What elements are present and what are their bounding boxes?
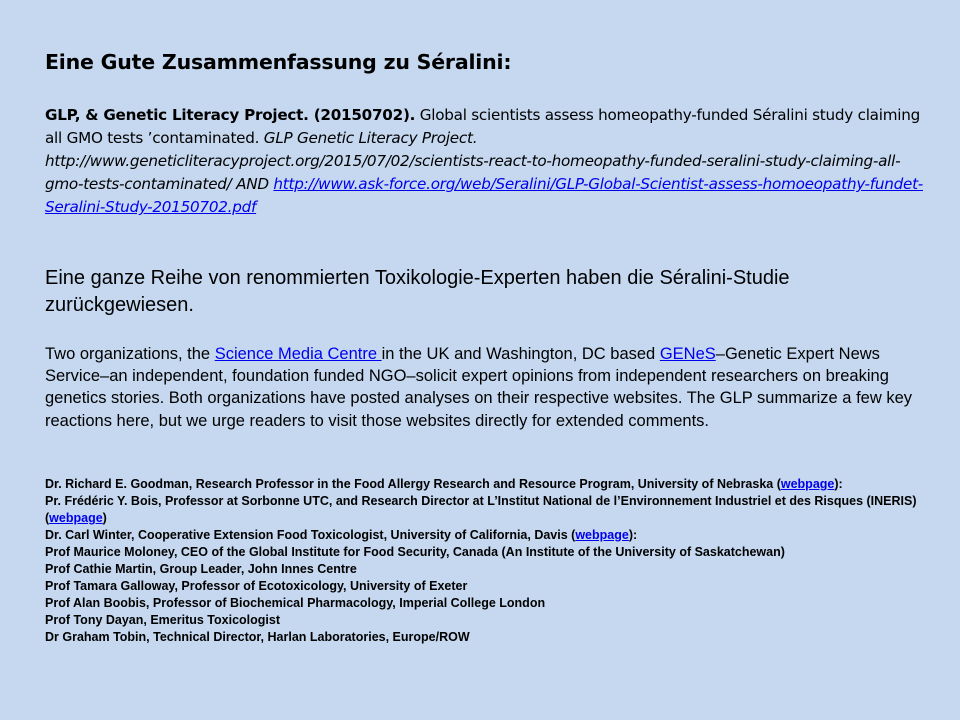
reference-pdf-link[interactable]: http://www.ask-force.org/web/Seralini/GLP-Global-Scientist-assess-homoeopathy-fundet-Seralini-Study-20150702.pdf bbox=[45, 175, 924, 216]
paragraph-text-2: in the UK and Washington, DC based bbox=[381, 345, 660, 363]
paragraph-text-1: Two organizations, the bbox=[45, 345, 215, 363]
expert-item-goodman bbox=[45, 476, 935, 493]
expert-item-moloney: Prof Maurice Moloney, CEO of the Global Institute for Food Security, Canada (An Institute of the University of Saskatchewan) bbox=[45, 545, 785, 559]
expert-text-after: ): bbox=[834, 477, 843, 491]
science-media-centre-link[interactable]: Science Media Centre bbox=[214, 345, 382, 363]
expert-text: Dr. Richard E. Goodman, Research Professor in the Food Allergy Research and Resource Program, University of Nebraska ( bbox=[45, 477, 781, 491]
expert-item-tobin: Dr Graham Tobin, Technical Director, Harlan Laboratories, Europe/ROW bbox=[45, 630, 470, 644]
expert-text: Pr. Frédéric Y. Bois, Professor at Sorbonne UTC, and Research Director at L’Institut National de l’Environnement Industriel et des Risques (INERIS) ( bbox=[45, 494, 917, 525]
expert-text-after: ) bbox=[102, 511, 107, 525]
reference-citation bbox=[45, 104, 925, 219]
reference-url-text: http://www.geneticliteracyproject.org/2015/07/02/scientists-react-to-homeopathy-funded-seralini-study-claiming-all-gmo-tests-contaminated/ AND bbox=[45, 152, 901, 193]
reference-article-title: Global scientists assess homeopathy-funded Séralini study claiming all GMO tests ’contaminated. bbox=[45, 106, 920, 147]
expert-item-martin: Prof Cathie Martin, Group Leader, John Innes Centre bbox=[45, 562, 357, 576]
webpage-link[interactable]: webpage bbox=[780, 477, 835, 491]
expert-item-boobis: Prof Alan Boobis, Professor of Biochemical Pharmacology, Imperial College London bbox=[45, 596, 546, 610]
expert-item-dayan: Prof Tony Dayan, Emeritus Toxicologist bbox=[45, 613, 280, 627]
expert-text: Dr. Carl Winter, Cooperative Extension Food Toxicologist, University of California, Davis ( bbox=[45, 528, 576, 542]
experts-list bbox=[45, 476, 935, 646]
expert-text-after: ): bbox=[628, 528, 638, 542]
experts-heading: Eine ganze Reihe von renommierten Toxikologie-Experten haben die Séralini-Studie zurückgewiesen. bbox=[45, 267, 790, 316]
paragraph-text-3: –Genetic Expert News Service–an independent, foundation funded NGO–solicit expert opinions from independent researchers on breaking genetics stories. Both organizations have posted analyses on their respective websites. The GLP summarize a few key reactions here, but we urge readers to visit those websites directly for extended comments. bbox=[45, 345, 913, 430]
expert-item-winter bbox=[45, 527, 935, 544]
webpage-link[interactable]: webpage bbox=[49, 511, 103, 525]
expert-item-bois bbox=[45, 493, 935, 527]
genes-link[interactable]: GENeS bbox=[659, 345, 716, 363]
slide-title: Eine Gute Zusammenfassung zu Séralini: bbox=[45, 50, 512, 74]
organizations-paragraph bbox=[45, 343, 940, 432]
webpage-link[interactable]: webpage bbox=[575, 528, 629, 542]
reference-authors: GLP, & Genetic Literacy Project. (20150702). bbox=[45, 106, 416, 124]
expert-item-galloway: Prof Tamara Galloway, Professor of Ecotoxicology, University of Exeter bbox=[45, 579, 468, 593]
reference-journal: GLP Genetic Literacy Project. bbox=[263, 129, 478, 147]
